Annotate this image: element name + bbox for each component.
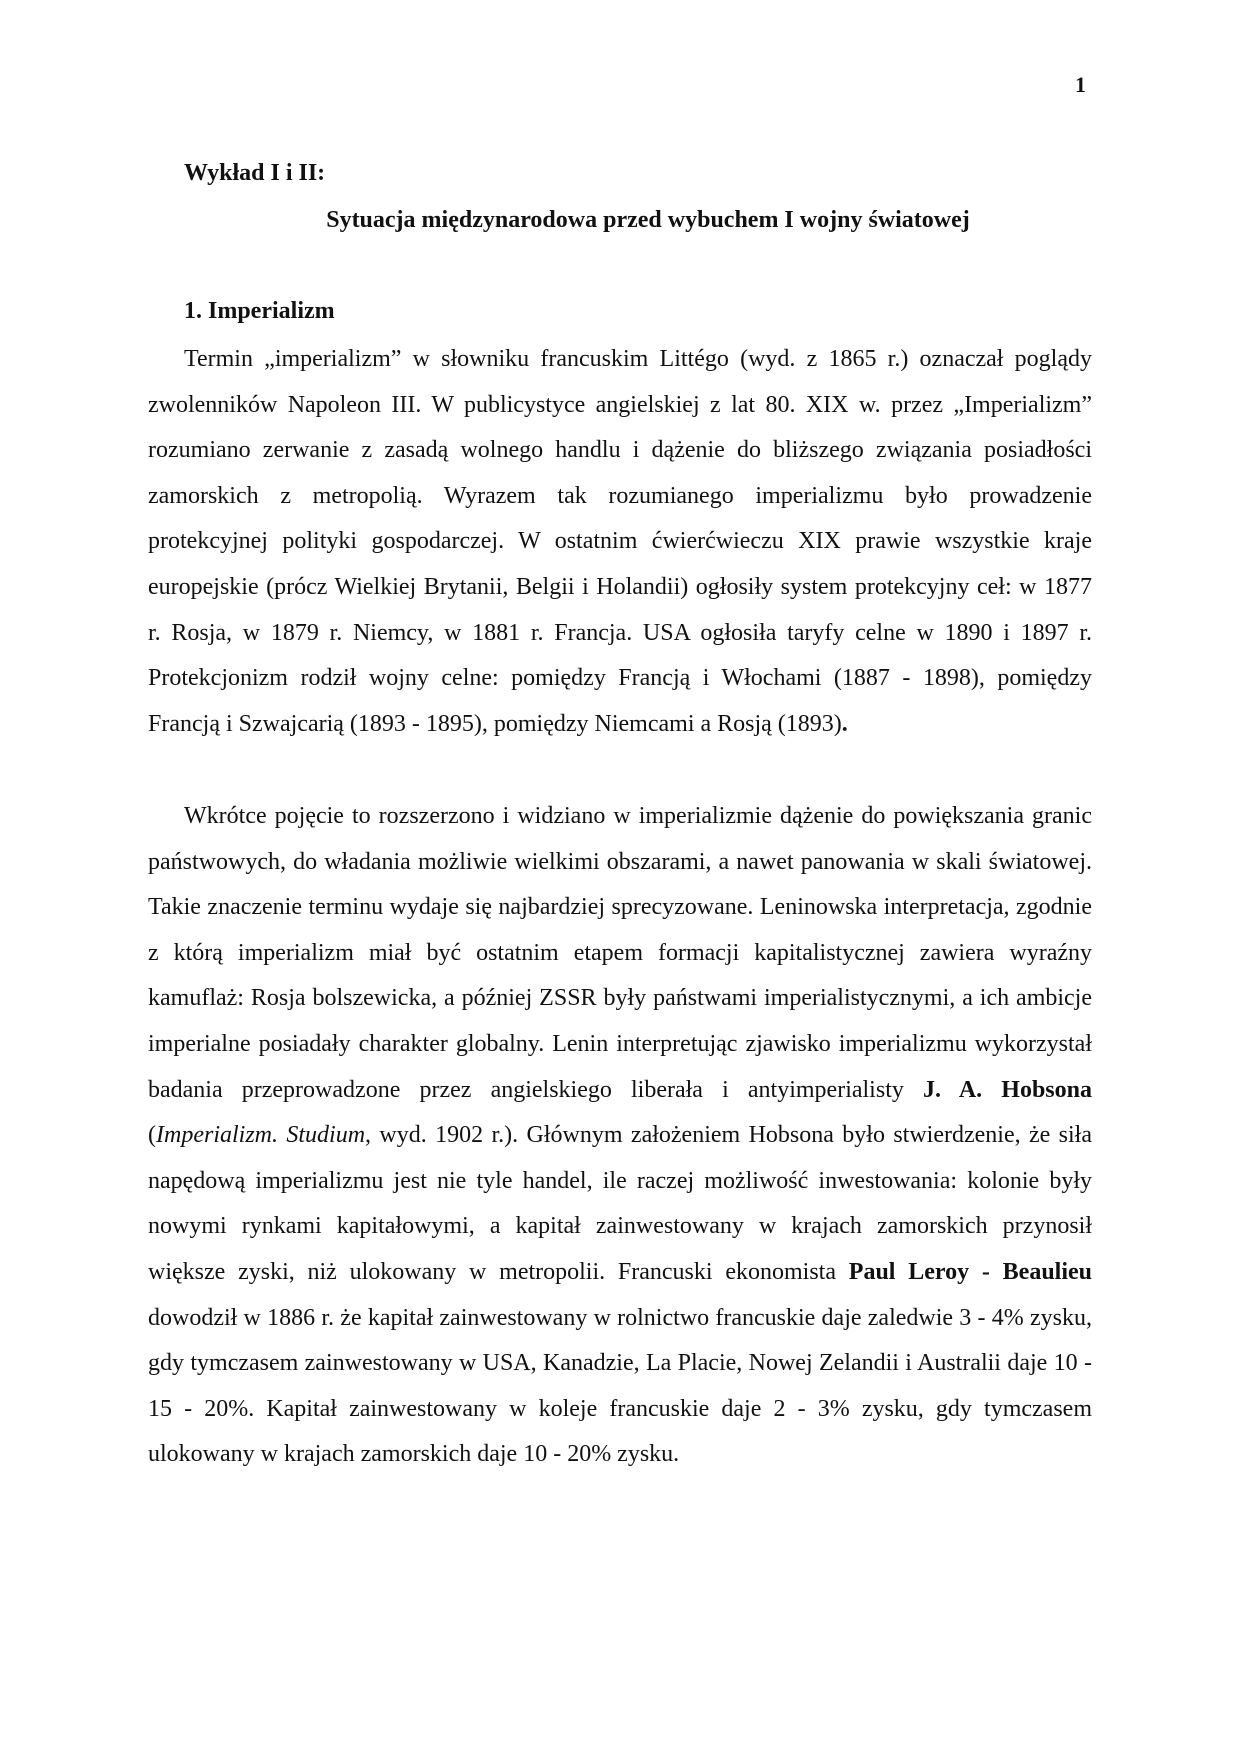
paragraph-imperializm-interpretations	[148, 794, 1092, 1478]
lecture-title: Wykład I i II:	[184, 160, 326, 186]
author-name-hobson: J. A. Hobsona	[923, 1076, 1092, 1103]
section-heading: 1. Imperializm	[184, 298, 335, 324]
paragraph-end-bold: .	[841, 710, 848, 737]
book-title: Imperializm. Studium	[156, 1122, 366, 1149]
document-subtitle: Sytuacja międzynarodowa przed wybuchem I wojny światowej	[326, 207, 970, 233]
paragraph-imperializm-definition	[148, 337, 1092, 747]
paragraph-text: Termin „imperializm” w słowniku francuskim Littégo (wyd. z 1865 r.) oznaczał poglądy zwolenników Napoleon III. W publicystyce angielskiej z lat 80. XIX w. przez „Imperializm” rozumiano zerwanie z zasadą wolnego handlu i dążenie do bliższego związania posiadłości zamorskich z metropolią. Wyrazem tak rozumianego imperializmu było prowadzenie protekcyjnej polityki gospodarczej. W ostatnim ćwierćwieczu XIX prawie wszystkie kraje europejskie (prócz Wielkiej Brytanii, Belgii i Holandii) ogłosiły system protekcyjny ceł: w 1877 r. Rosja, w 1879 r. Niemcy, w 1881 r. Francja. USA ogłosiła taryfy celne w 1890 i 1897 r. Protekcjonizm rodził wojny celne: pomiędzy Francją i Włochami (1887 - 1898), pomiędzy Francją i Szwajcarią (1893 - 1895), pomiędzy Niemcami a Rosją (1893)	[148, 346, 1092, 737]
paragraph-text: (	[148, 1122, 156, 1149]
paragraph-text: dowodził w 1886 r. że kapitał zainwestowany w rolnictwo francuskie daje zaledwie 3 - 4% zysku, gdy tymczasem zainwestowany w USA, Kanadzie, La Placie, Nowej Zelandii i Australii daje 10 - 15 - 20%. Kapitał zainwestowany w koleje francuskie daje 2 - 3% zysku, gdy tymczasem ulokowany w krajach zamorskich daje 10 - 20% zysku.	[148, 1304, 1092, 1468]
page-number: 1	[1075, 72, 1086, 97]
paragraph-text: Wkrótce pojęcie to rozszerzono i widziano w imperializmie dążenie do powiększania granic państwowych, do władania możliwie wielkimi obszarami, a nawet panowania w skali światowej. Takie znaczenie terminu wydaje się najbardziej sprecyzowane. Leninowska interpretacja, zgodnie z którą imperializm miał być ostatnim etapem formacji kapitalistycznej zawiera wyraźny kamuflaż: Rosja bolszewicka, a później ZSSR były państwami imperialistycznymi, a ich ambicje imperialne posiadały charakter globalny. Lenin interpretując zjawisko imperializmu wykorzystał badania przeprowadzone przez angielskiego liberała i antyimperialisty	[148, 803, 1092, 1103]
author-name-leroy-beaulieu: Paul Leroy - Beaulieu	[848, 1258, 1093, 1285]
paragraph-text: , wyd. 1902 r.). Głównym założeniem Hobsona było stwierdzenie, że siła napędową imperializmu jest nie tyle handel, ile raczej możliwość inwestowania: kolonie były nowymi rynkami kapitałowymi, a kapitał zainwestowany w krajach zamorskich przynosił większe zyski, niż ulokowany w metropolii. Francuski ekonomista	[148, 1122, 1092, 1285]
